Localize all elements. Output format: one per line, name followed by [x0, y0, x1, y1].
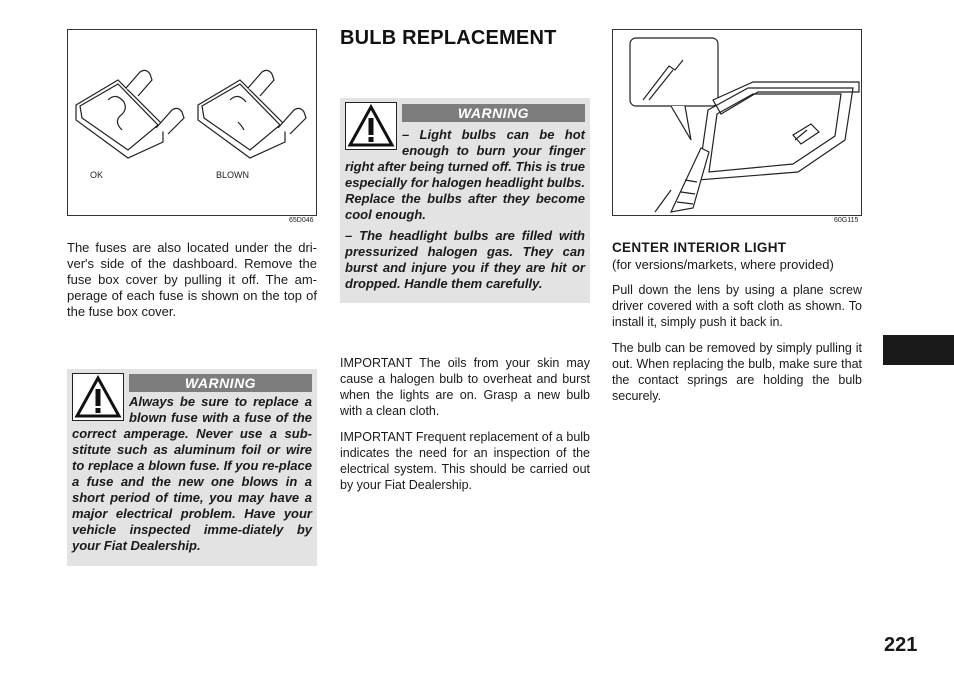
fuse-figure-code: 65D046 — [289, 217, 314, 224]
center-interior-light-subheading: (for versions/markets, where provided) — [612, 257, 834, 272]
fuse-paragraph: The fuses are also located under the dri-ver's side of the dashboard. Remove the fuse box cover by pulling it off. The am-perage of each fuse is shown on the top of the fuse box cover. — [67, 240, 317, 319]
warning-text-bulb-2: – The headlight bulbs are filled with pressurized halogen gas. They can burst and injure you if they are hit or dropped. Handle them carefully. — [345, 228, 585, 291]
warning-body-bulb — [345, 127, 585, 292]
center-interior-light-heading: CENTER INTERIOR LIGHT — [612, 240, 787, 255]
fuse-blown-label: BLOWN — [216, 170, 250, 180]
section-tab-marker — [883, 335, 954, 365]
interior-light-figure — [612, 29, 862, 216]
bulb-removal-paragraph: The bulb can be removed by simply pulling it out. When replacing the bulb, make sure that the contact springs are holding the bulb securely. — [612, 341, 862, 403]
page-number: 221 — [884, 634, 918, 656]
fuse-figure — [67, 29, 317, 216]
warning-box-bulb — [340, 98, 590, 303]
important-frequent-replacement: IMPORTANT Frequent replacement of a bulb indicates the need for an inspection of the electrical system. This should be carried out by your Fiat Dealership. — [340, 430, 590, 492]
important-skin-oils: IMPORTANT The oils from your skin may cause a halogen bulb to overheat and burst when the lights are on. Grasp a new bulb with a clean cloth. — [340, 356, 590, 418]
fuse-ok-drawing — [76, 70, 184, 158]
warning-text-bulb-1: – Light bulbs can be hot enough to burn your finger right after being turned off. This is true especially for halogen headlight bulbs. Replace the bulbs after they become cool enough. — [345, 127, 585, 222]
warning-body-fuse — [72, 394, 312, 554]
interior-light-illustration — [613, 30, 861, 215]
page-title: BULB REPLACEMENT — [340, 27, 557, 49]
warning-text-fuse: Always be sure to replace a blown fuse with a fuse of the correct amperage. Never use a sub-stitute such as aluminum foil or wire to replace a blown fuse. If you re-place a fuse and the new one blows in a short period of time, you may have a major electrical problem. Have your vehicle inspected imme-diately by your Fiat Dealership. — [72, 394, 312, 553]
fuse-ok-label: OK — [90, 170, 104, 180]
fuse-illustration — [68, 30, 316, 215]
lens-removal-paragraph: Pull down the lens by using a plane screw driver covered with a soft cloth as shown. To install it, simply push it back in. — [612, 283, 862, 329]
fuse-blown-drawing — [198, 70, 306, 158]
warning-heading-fuse: WARNING — [129, 374, 312, 392]
interior-light-figure-code: 60G115 — [834, 217, 859, 224]
warning-heading-bulb: WARNING — [402, 104, 585, 122]
warning-box-fuse — [67, 369, 317, 566]
